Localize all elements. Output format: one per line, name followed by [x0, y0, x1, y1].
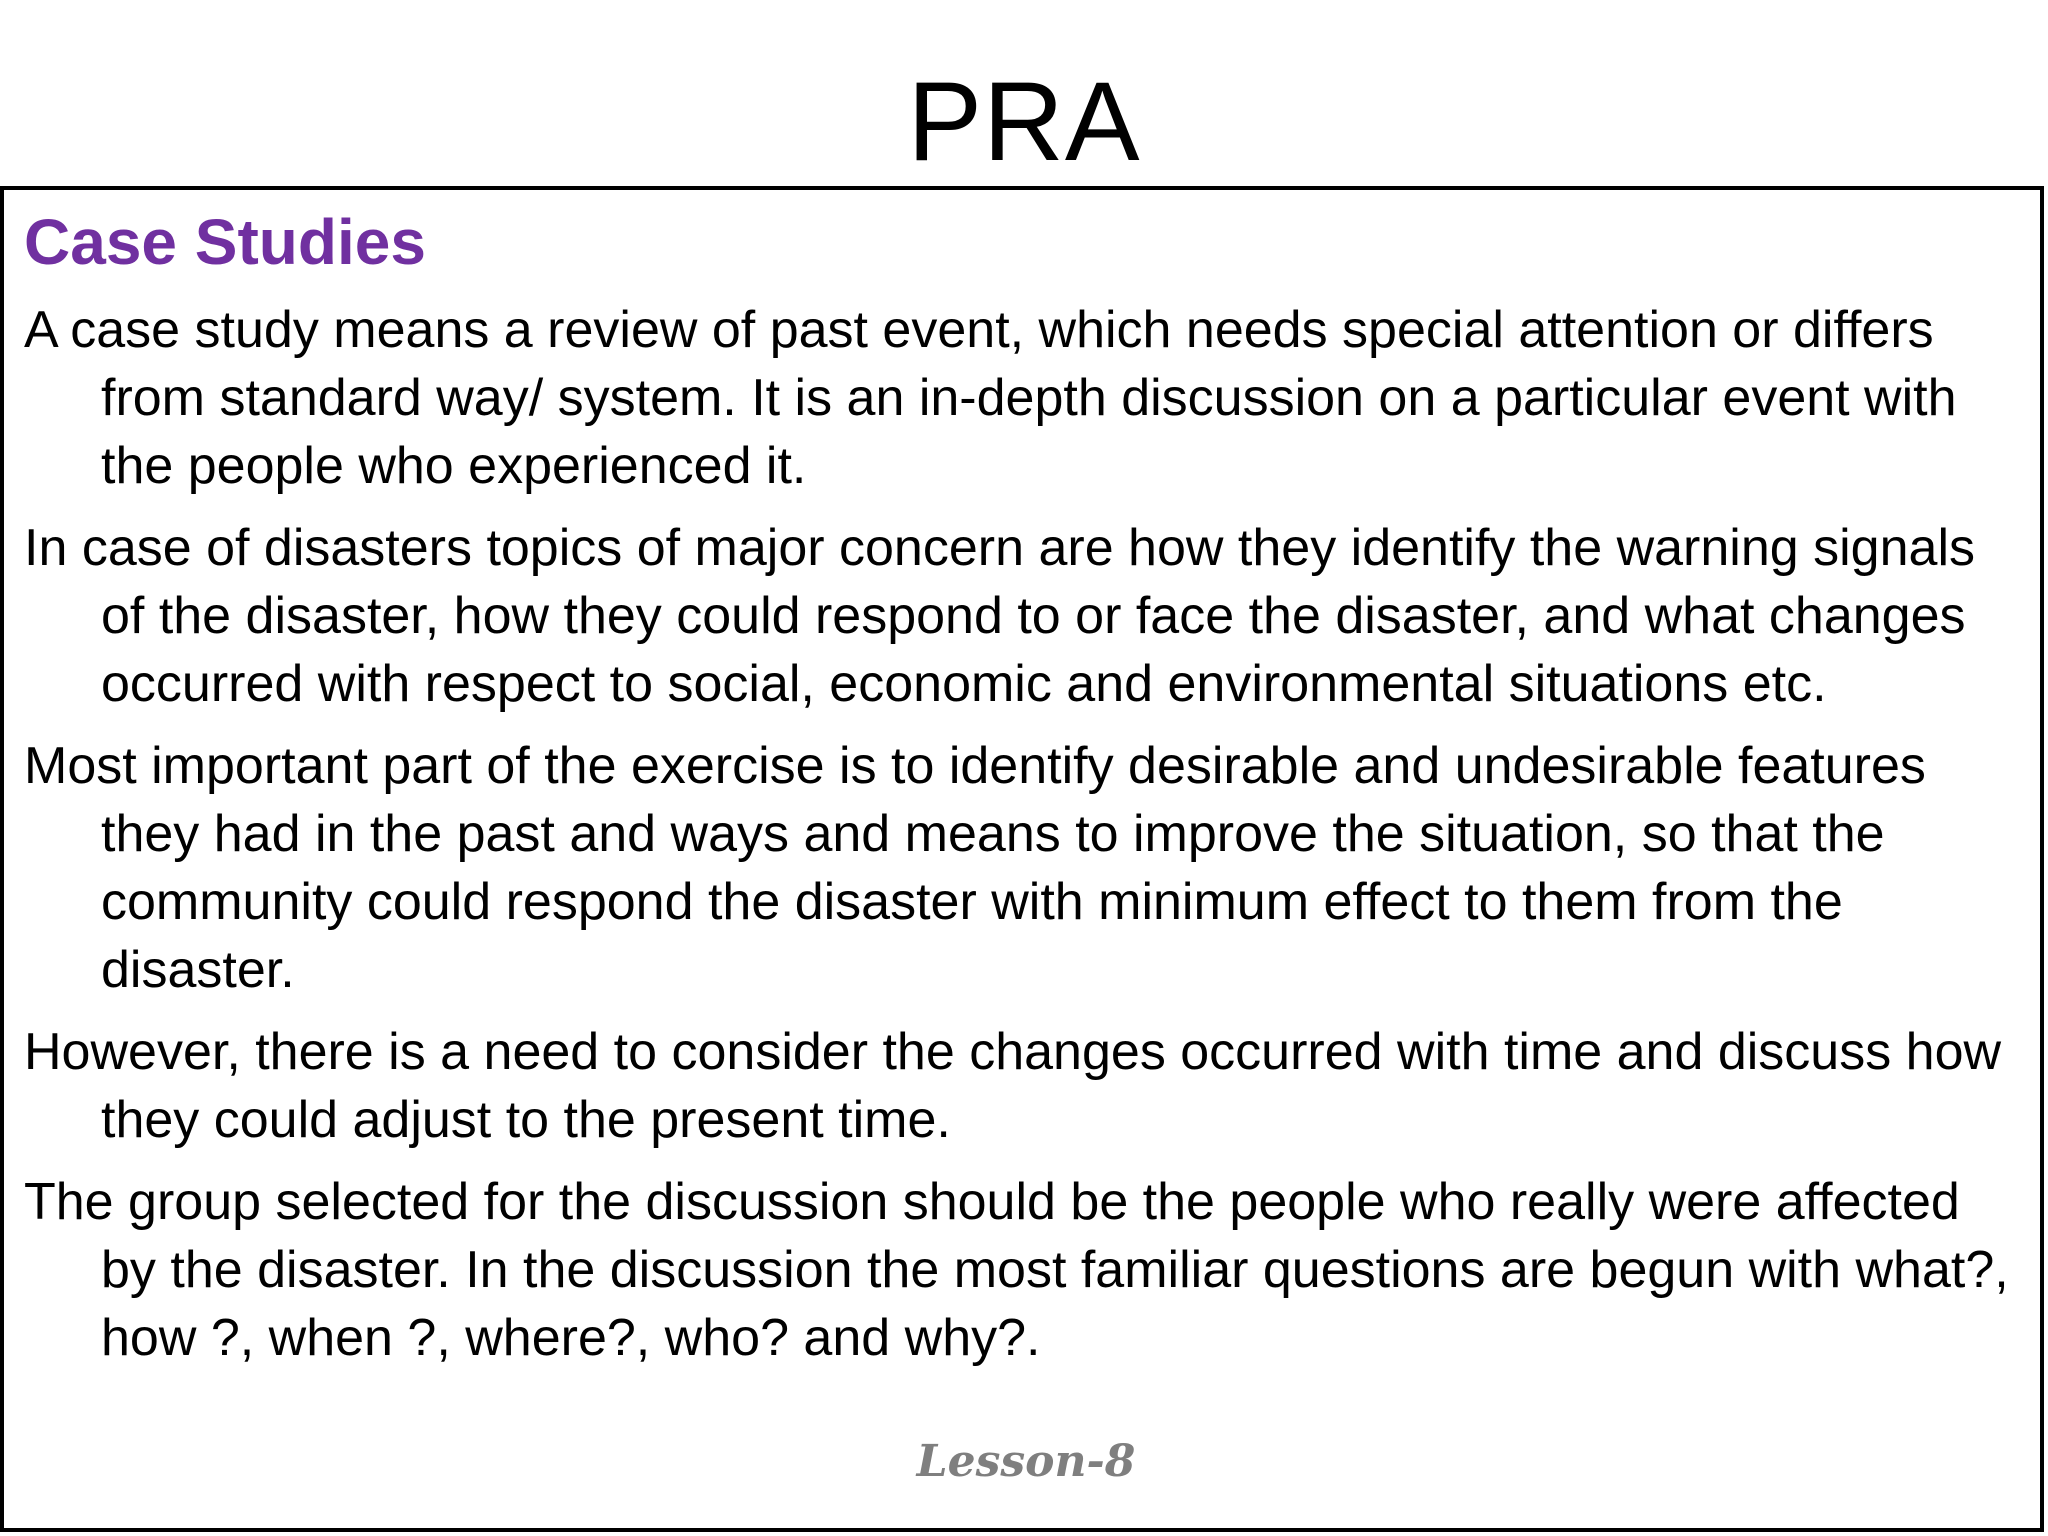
paragraph: In case of disasters topics of major concern are how they identify the warning signals of the disaster, how they could respond to or face the disaster, and what changes occurred with respect to social, economic and environmental situations etc.: [24, 519, 1975, 713]
paragraph: A case study means a review of past event, which needs special attention or differs from standard way/ system. It is an in-depth discussion on a particular event with the people who experienced it.: [24, 301, 1957, 495]
paragraph: Most important part of the exercise is to identify desirable and undesirable features they had in the past and ways and means to improve the situation, so that the community could respond the disaster with minimum effect to them from the disaster.: [24, 737, 1926, 999]
lesson-footer: Lesson-8: [916, 1436, 1136, 1487]
content-box: [0, 186, 2044, 1532]
section-heading: Case Studies: [24, 206, 426, 278]
paragraph-list: [24, 296, 2014, 1386]
paragraph: However, there is a need to consider the changes occurred with time and discuss how they could adjust to the present time.: [24, 1023, 2002, 1149]
slide-title: PRA: [907, 59, 1141, 184]
paragraph: The group selected for the discussion should be the people who really were affected by the disaster. In the discussion the most familiar questions are begun with what?, how ?, when ?, where?, who? and why?.: [24, 1173, 2009, 1367]
